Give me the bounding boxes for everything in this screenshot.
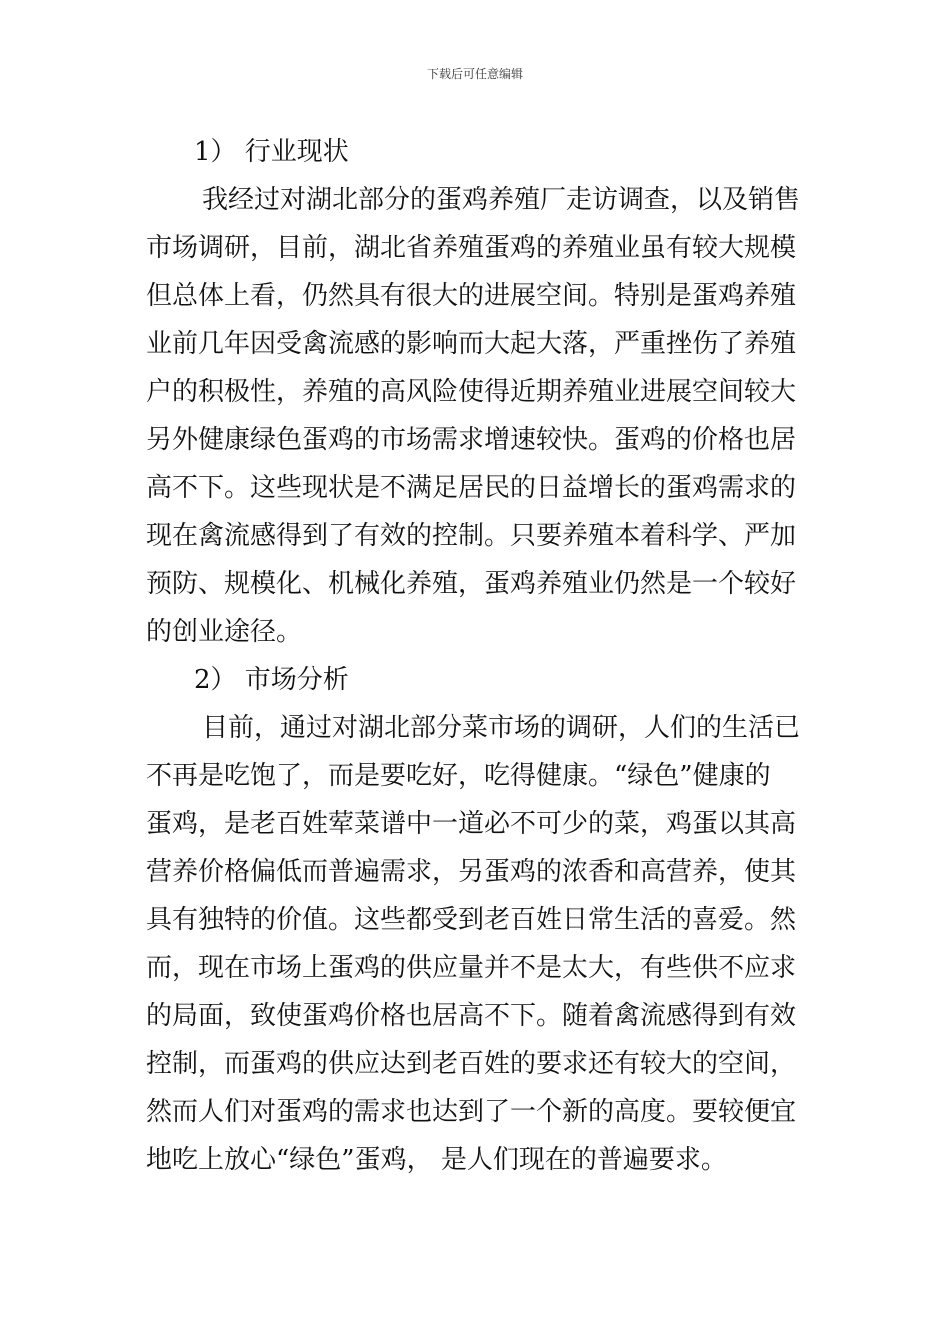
paragraph-line: 另外健康绿色蛋鸡的市场需求增速较快。蛋鸡的价格也居 — [146, 425, 797, 455]
paragraph-line: 营养价格偏低而普遍需求，另蛋鸡的浓香和高营养，使其 — [146, 857, 797, 887]
paragraph-line: 户的积极性，养殖的高风险使得近期养殖业进展空间较大 — [146, 377, 797, 407]
paragraph-line: 而，现在市场上蛋鸡的供应量并不是太大，有些供不应求 — [146, 953, 797, 983]
paragraph-line: 业前几年因受禽流感的影响而大起大落，严重挫伤了养殖 — [146, 329, 797, 359]
section-heading-1: 1） 行业现状 — [194, 137, 349, 167]
page-header: 下载后可任意编辑 — [426, 67, 523, 81]
document-body — [146, 128, 816, 1184]
paragraph-line: 的局面，致使蛋鸡价格也居高不下。随着禽流感得到有效 — [146, 1001, 797, 1031]
paragraph-line: 预防、规模化、机械化养殖，蛋鸡养殖业仍然是一个较好 — [146, 569, 797, 599]
paragraph-line: 控制，而蛋鸡的供应达到老百姓的要求还有较大的空间， — [146, 1049, 797, 1079]
paragraph-line: 但总体上看，仍然具有很大的进展空间。特别是蛋鸡养殖 — [146, 281, 797, 311]
paragraph-line: 然而人们对蛋鸡的需求也达到了一个新的高度。要较便宜 — [146, 1097, 797, 1127]
paragraph-line: 我经过对湖北部分的蛋鸡养殖厂走访调查，以及销售 — [202, 185, 801, 215]
paragraph-line: 不再是吃饱了，而是要吃好，吃得健康。“绿色”健康的 — [146, 761, 771, 791]
paragraph-line: 蛋鸡，是老百姓荤菜谱中一道必不可少的菜，鸡蛋以其高 — [146, 809, 797, 839]
paragraph-line: 目前，通过对湖北部分菜市场的调研，人们的生活已 — [202, 713, 801, 743]
paragraph-line: 的创业途径。 — [146, 617, 303, 647]
paragraph-line: 现在禽流感得到了有效的控制。只要养殖本着科学、严加 — [146, 521, 797, 551]
section-heading-2: 2） 市场分析 — [194, 665, 349, 695]
paragraph-line: 地吃上放心“绿色”蛋鸡， 是人们现在的普遍要求。 — [146, 1145, 727, 1175]
paragraph-line: 高不下。这些现状是不满足居民的日益增长的蛋鸡需求的 — [146, 473, 797, 503]
paragraph-line: 具有独特的价值。这些都受到老百姓日常生活的喜爱。然 — [146, 905, 797, 935]
paragraph-line: 市场调研，目前，湖北省养殖蛋鸡的养殖业虽有较大规模 — [146, 233, 797, 263]
